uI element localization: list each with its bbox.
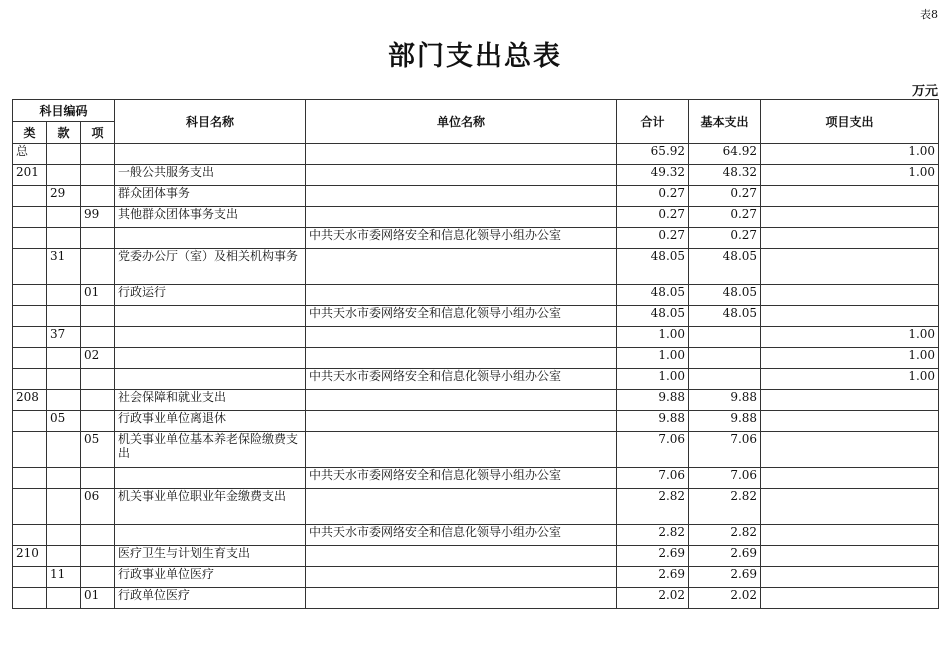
cell-project <box>761 411 939 432</box>
cell-basic: 48.32 <box>689 165 761 186</box>
cell-xiang: 01 <box>81 588 115 609</box>
cell-project <box>761 546 939 567</box>
cell-lei <box>13 348 47 369</box>
cell-project <box>761 249 939 285</box>
cell-xiang <box>81 249 115 285</box>
cell-basic: 48.05 <box>689 306 761 327</box>
cell-kuan: 31 <box>47 249 81 285</box>
cell-unit-name <box>306 588 617 609</box>
cell-subject-name: 机关事业单位基本养老保险缴费支出 <box>115 432 306 468</box>
cell-lei: 总 <box>13 144 47 165</box>
cell-kuan: 37 <box>47 327 81 348</box>
table-row <box>13 306 939 327</box>
header-total: 合计 <box>617 100 689 144</box>
cell-kuan <box>47 489 81 525</box>
cell-lei <box>13 411 47 432</box>
cell-unit-name <box>306 165 617 186</box>
cell-xiang <box>81 567 115 588</box>
cell-xiang <box>81 165 115 186</box>
cell-xiang <box>81 525 115 546</box>
cell-kuan <box>47 207 81 228</box>
table-row <box>13 228 939 249</box>
table-row <box>13 348 939 369</box>
cell-project <box>761 588 939 609</box>
cell-lei: 208 <box>13 390 47 411</box>
cell-total: 0.27 <box>617 228 689 249</box>
cell-basic: 2.82 <box>689 489 761 525</box>
cell-total: 0.27 <box>617 186 689 207</box>
cell-kuan <box>47 144 81 165</box>
cell-total: 2.82 <box>617 489 689 525</box>
cell-kuan: 29 <box>47 186 81 207</box>
cell-unit-name <box>306 144 617 165</box>
cell-kuan <box>47 432 81 468</box>
cell-kuan <box>47 390 81 411</box>
cell-subject-name <box>115 369 306 390</box>
cell-basic: 9.88 <box>689 390 761 411</box>
cell-project <box>761 285 939 306</box>
cell-subject-name <box>115 525 306 546</box>
cell-kuan <box>47 348 81 369</box>
cell-basic: 2.02 <box>689 588 761 609</box>
cell-subject-name: 行政事业单位医疗 <box>115 567 306 588</box>
cell-subject-name: 医疗卫生与计划生育支出 <box>115 546 306 567</box>
cell-xiang <box>81 546 115 567</box>
header-subject-name: 科目名称 <box>115 100 306 144</box>
cell-project: 1.00 <box>761 165 939 186</box>
cell-lei <box>13 489 47 525</box>
table-row <box>13 588 939 609</box>
cell-xiang <box>81 369 115 390</box>
expenditure-table <box>12 99 939 609</box>
cell-basic: 9.88 <box>689 411 761 432</box>
cell-total: 2.82 <box>617 525 689 546</box>
cell-kuan <box>47 228 81 249</box>
cell-xiang <box>81 327 115 348</box>
page-title: 部门支出总表 <box>388 41 562 72</box>
cell-lei <box>13 369 47 390</box>
table-row <box>13 525 939 546</box>
cell-subject-name: 一般公共服务支出 <box>115 165 306 186</box>
cell-total: 2.69 <box>617 567 689 588</box>
cell-basic <box>689 348 761 369</box>
cell-lei <box>13 207 47 228</box>
cell-basic: 2.82 <box>689 525 761 546</box>
table-row <box>13 567 939 588</box>
cell-project: 1.00 <box>761 327 939 348</box>
table-row <box>13 249 939 285</box>
cell-kuan <box>47 306 81 327</box>
cell-total: 65.92 <box>617 144 689 165</box>
cell-basic: 7.06 <box>689 468 761 489</box>
cell-kuan <box>47 588 81 609</box>
cell-subject-name: 群众团体事务 <box>115 186 306 207</box>
cell-subject-name: 社会保障和就业支出 <box>115 390 306 411</box>
cell-total: 1.00 <box>617 348 689 369</box>
table-row <box>13 207 939 228</box>
cell-subject-name: 行政单位医疗 <box>115 588 306 609</box>
cell-total: 1.00 <box>617 369 689 390</box>
cell-unit-name <box>306 186 617 207</box>
cell-xiang <box>81 390 115 411</box>
cell-project <box>761 228 939 249</box>
cell-project <box>761 390 939 411</box>
cell-lei <box>13 468 47 489</box>
cell-total: 48.05 <box>617 249 689 285</box>
cell-total: 2.02 <box>617 588 689 609</box>
table-row <box>13 468 939 489</box>
cell-kuan <box>47 525 81 546</box>
cell-basic: 2.69 <box>689 567 761 588</box>
cell-subject-name: 机关事业单位职业年金缴费支出 <box>115 489 306 525</box>
cell-subject-name <box>115 228 306 249</box>
cell-basic <box>689 369 761 390</box>
cell-unit-name <box>306 432 617 468</box>
cell-xiang <box>81 468 115 489</box>
cell-lei <box>13 567 47 588</box>
cell-project <box>761 306 939 327</box>
cell-kuan <box>47 369 81 390</box>
cell-basic <box>689 327 761 348</box>
table-row <box>13 411 939 432</box>
cell-unit-name: 中共天水市委网络安全和信息化领导小组办公室 <box>306 306 617 327</box>
cell-unit-name: 中共天水市委网络安全和信息化领导小组办公室 <box>306 228 617 249</box>
cell-total: 48.05 <box>617 306 689 327</box>
cell-basic: 7.06 <box>689 432 761 468</box>
cell-basic: 0.27 <box>689 207 761 228</box>
cell-total: 49.32 <box>617 165 689 186</box>
cell-total: 48.05 <box>617 285 689 306</box>
header-code-group: 科目编码 <box>13 100 115 122</box>
cell-project: 1.00 <box>761 348 939 369</box>
cell-kuan: 11 <box>47 567 81 588</box>
cell-xiang <box>81 144 115 165</box>
cell-total: 7.06 <box>617 468 689 489</box>
cell-basic: 64.92 <box>689 144 761 165</box>
cell-basic: 48.05 <box>689 249 761 285</box>
table-row <box>13 144 939 165</box>
cell-kuan: 05 <box>47 411 81 432</box>
table-row <box>13 390 939 411</box>
cell-unit-name <box>306 207 617 228</box>
cell-unit-name: 中共天水市委网络安全和信息化领导小组办公室 <box>306 525 617 546</box>
cell-subject-name <box>115 144 306 165</box>
cell-xiang <box>81 411 115 432</box>
cell-unit-name <box>306 489 617 525</box>
cell-lei <box>13 588 47 609</box>
cell-xiang: 99 <box>81 207 115 228</box>
cell-unit-name <box>306 546 617 567</box>
table-row <box>13 186 939 207</box>
cell-total: 9.88 <box>617 390 689 411</box>
cell-subject-name: 党委办公厅（室）及相关机构事务 <box>115 249 306 285</box>
header-lei: 类 <box>13 122 47 144</box>
unit-label: 万元 <box>911 84 938 99</box>
cell-kuan <box>47 468 81 489</box>
cell-xiang: 01 <box>81 285 115 306</box>
cell-subject-name <box>115 327 306 348</box>
cell-total: 9.88 <box>617 411 689 432</box>
cell-total: 2.69 <box>617 546 689 567</box>
cell-xiang <box>81 228 115 249</box>
cell-project <box>761 186 939 207</box>
cell-xiang <box>81 306 115 327</box>
cell-unit-name <box>306 348 617 369</box>
cell-subject-name <box>115 348 306 369</box>
cell-project <box>761 468 939 489</box>
cell-subject-name: 行政运行 <box>115 285 306 306</box>
header-project: 项目支出 <box>761 100 939 144</box>
cell-unit-name: 中共天水市委网络安全和信息化领导小组办公室 <box>306 468 617 489</box>
cell-project <box>761 567 939 588</box>
cell-unit-name <box>306 249 617 285</box>
table-body <box>13 144 939 609</box>
table-row <box>13 489 939 525</box>
cell-xiang: 05 <box>81 432 115 468</box>
cell-lei <box>13 285 47 306</box>
cell-subject-name <box>115 306 306 327</box>
cell-lei: 210 <box>13 546 47 567</box>
header-kuan: 款 <box>47 122 81 144</box>
cell-kuan <box>47 546 81 567</box>
cell-kuan <box>47 165 81 186</box>
cell-project <box>761 207 939 228</box>
cell-xiang: 02 <box>81 348 115 369</box>
cell-project <box>761 489 939 525</box>
cell-lei <box>13 228 47 249</box>
table-row <box>13 369 939 390</box>
cell-lei <box>13 249 47 285</box>
cell-lei <box>13 186 47 207</box>
cell-project: 1.00 <box>761 369 939 390</box>
cell-basic: 0.27 <box>689 228 761 249</box>
cell-xiang: 06 <box>81 489 115 525</box>
cell-unit-name: 中共天水市委网络安全和信息化领导小组办公室 <box>306 369 617 390</box>
cell-project <box>761 525 939 546</box>
header-unit-name: 单位名称 <box>306 100 617 144</box>
cell-lei: 201 <box>13 165 47 186</box>
cell-total: 0.27 <box>617 207 689 228</box>
cell-lei <box>13 432 47 468</box>
cell-lei <box>13 327 47 348</box>
cell-total: 1.00 <box>617 327 689 348</box>
cell-lei <box>13 525 47 546</box>
cell-kuan <box>47 285 81 306</box>
table-row <box>13 432 939 468</box>
cell-unit-name <box>306 327 617 348</box>
cell-basic: 48.05 <box>689 285 761 306</box>
cell-subject-name <box>115 468 306 489</box>
table-row <box>13 327 939 348</box>
cell-basic: 0.27 <box>689 186 761 207</box>
cell-unit-name <box>306 285 617 306</box>
table-row <box>13 285 939 306</box>
table-row <box>13 165 939 186</box>
header-xiang: 项 <box>81 122 115 144</box>
cell-xiang <box>81 186 115 207</box>
cell-unit-name <box>306 411 617 432</box>
cell-project <box>761 432 939 468</box>
cell-unit-name <box>306 390 617 411</box>
cell-unit-name <box>306 567 617 588</box>
table-row <box>13 546 939 567</box>
header-basic: 基本支出 <box>689 100 761 144</box>
cell-total: 7.06 <box>617 432 689 468</box>
cell-subject-name: 行政事业单位离退休 <box>115 411 306 432</box>
table-number: 表8 <box>920 8 938 21</box>
cell-project: 1.00 <box>761 144 939 165</box>
cell-subject-name: 其他群众团体事务支出 <box>115 207 306 228</box>
cell-basic: 2.69 <box>689 546 761 567</box>
cell-lei <box>13 306 47 327</box>
